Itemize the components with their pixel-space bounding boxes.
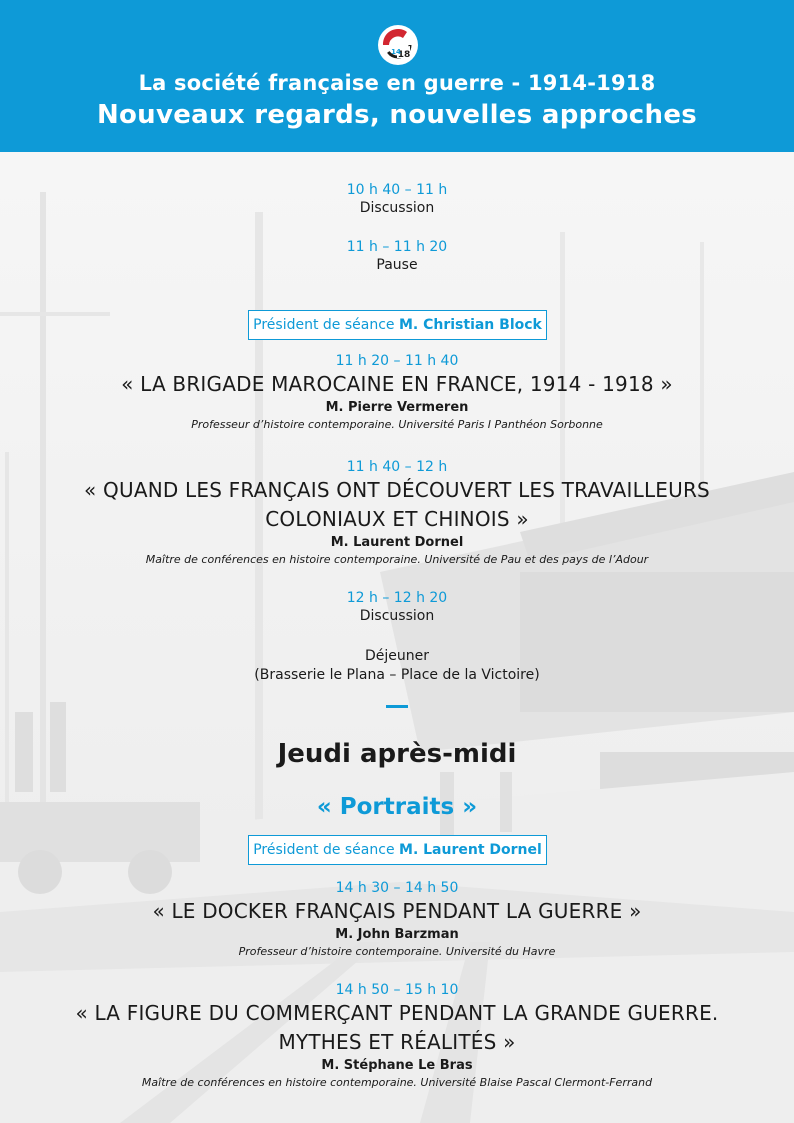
section-title: Jeudi après-midi [277, 739, 517, 769]
afternoon-heading [0, 738, 794, 770]
talk-title-line-1: « QUAND LES FRANÇAIS ONT DÉCOUVERT LES TRAVAILLEURS [84, 478, 710, 502]
chair-prefix: Président de séance [253, 317, 395, 333]
speaker-name: M. John Barzman [335, 927, 459, 942]
lunch-block [0, 647, 794, 685]
section-divider [386, 705, 408, 708]
time-slot: 11 h – 11 h 20 [346, 239, 448, 255]
chair-prefix: Président de séance [253, 842, 395, 858]
talk-title-line-1: « LA FIGURE DU COMMERÇANT PENDANT LA GRANDE GUERRE. [75, 1001, 719, 1025]
session-label: Discussion [359, 200, 435, 216]
speaker-name: M. Pierre Vermeren [325, 400, 469, 415]
session-chair-box-2 [248, 835, 547, 865]
time-slot: 12 h – 12 h 20 [346, 590, 448, 606]
program-content [0, 152, 794, 1123]
talk-title-line-2: MYTHES ET RÉALITÉS » [278, 1030, 516, 1054]
discussion-block-1 [0, 181, 794, 218]
time-slot: 14 h 30 – 14 h 50 [335, 880, 459, 896]
centenary-logo-icon [377, 24, 419, 66]
session-label: Pause [376, 257, 418, 273]
time-slot: 14 h 50 – 15 h 10 [335, 982, 459, 998]
speaker-name: M. Laurent Dornel [330, 535, 464, 550]
chair-name: M. Laurent Dornel [399, 842, 542, 858]
speaker-affiliation: Professeur d’histoire contemporaine. Université Paris I Panthéon Sorbonne [191, 418, 603, 431]
talk-title: « LE DOCKER FRANÇAIS PENDANT LA GUERRE » [152, 899, 642, 923]
lunch-label: Déjeuner [364, 648, 429, 664]
speaker-affiliation: Professeur d’histoire contemporaine. Université du Havre [238, 945, 556, 958]
talk-title-line-2: COLONIAUX ET CHINOIS » [265, 507, 529, 531]
talk-block-3 [0, 879, 794, 960]
theme-heading [0, 792, 794, 822]
speaker-affiliation: Maître de conférences en histoire contemporaine. Université de Pau et des pays de l’Adour [145, 553, 649, 566]
speaker-affiliation: Maître de conférences en histoire contemporaine. Université Blaise Pascal Clermont-Ferrand [141, 1076, 653, 1089]
talk-block-4 [0, 981, 794, 1091]
header-title: Nouveaux regards, nouvelles approches [96, 100, 698, 130]
pause-block [0, 238, 794, 275]
lunch-place: (Brasserie le Plana – Place de la Victoire) [254, 667, 540, 683]
discussion-block-2 [0, 589, 794, 626]
talk-block-2 [0, 458, 794, 568]
svg-text:14: 14 [391, 48, 401, 56]
session-theme: « Portraits » [316, 794, 478, 820]
chair-name: M. Christian Block [398, 317, 542, 333]
time-slot: 11 h 20 – 11 h 40 [335, 353, 459, 369]
time-slot: 11 h 40 – 12 h [346, 459, 448, 475]
time-slot: 10 h 40 – 11 h [346, 182, 448, 198]
session-label: Discussion [359, 608, 435, 624]
talk-block-1 [0, 352, 794, 433]
svg-text:18: 18 [397, 50, 411, 60]
talk-title: « LA BRIGADE MAROCAINE EN FRANCE, 1914 - 1918 » [121, 372, 673, 396]
session-chair-box-1 [248, 310, 547, 340]
header-subtitle: La société française en guerre - 1914-1918 [138, 71, 656, 95]
speaker-name: M. Stéphane Le Bras [321, 1058, 473, 1073]
header-banner [0, 0, 794, 152]
